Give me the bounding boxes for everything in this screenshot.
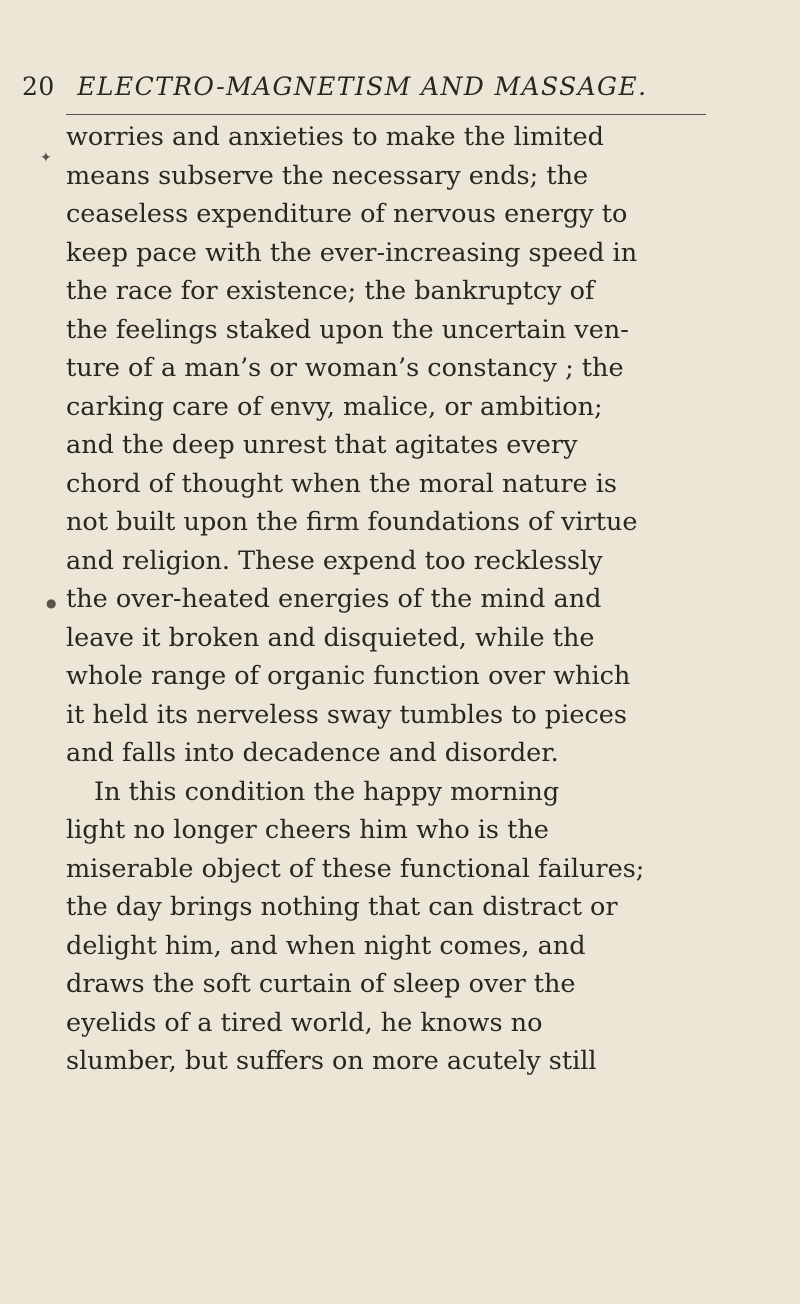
paragraph-start-line: In this condition the happy morning xyxy=(94,776,560,807)
text-line: means subserve the necessary ends; the xyxy=(66,160,589,191)
text-line: the feelings staked upon the uncertain ven- xyxy=(66,314,629,345)
text-line: carking care of envy, malice, or ambition; xyxy=(66,391,603,422)
text-line: leave it broken and disquieted, while the xyxy=(66,622,595,653)
text-line: and religion. These expend too recklessly xyxy=(66,545,603,576)
text-line: ceaseless expenditure of nervous energy to xyxy=(66,199,628,229)
text-line: keep pace with the ever-increasing speed in xyxy=(66,237,638,268)
header-rule xyxy=(66,114,706,115)
text-line: not built upon the firm foundations of virtue xyxy=(66,507,638,537)
margin-mark: ✦ xyxy=(40,150,52,166)
text-line: slumber, but suffers on more acutely still xyxy=(66,1046,597,1076)
running-head: ELECTRO-MAGNETISM AND MASSAGE. xyxy=(77,72,648,101)
text-line: and falls into decadence and disorder. xyxy=(66,738,559,768)
text-line: the day brings nothing that can distract or xyxy=(66,892,618,922)
text-line: light no longer cheers him who is the xyxy=(66,815,549,845)
text-line: miserable object of these functional failures; xyxy=(66,853,645,884)
text-line: worries and anxieties to make the limited xyxy=(66,122,604,152)
page-number: 20 xyxy=(22,72,55,101)
text-line: it held its nerveless sway tumbles to pieces xyxy=(66,699,627,730)
text-line: ture of a man’s or woman’s constancy ; the xyxy=(66,353,624,383)
text-line: delight him, and when night comes, and xyxy=(66,930,586,961)
text-line: the over-heated energies of the mind and xyxy=(66,584,602,614)
body-text xyxy=(66,118,666,1081)
text-line: draws the soft curtain of sleep over the xyxy=(66,969,576,999)
text-line: chord of thought when the moral nature is xyxy=(66,468,617,499)
text-line: the race for existence; the bankruptcy of xyxy=(66,276,595,306)
page-header xyxy=(22,72,722,101)
text-line: whole range of organic function over which xyxy=(66,661,631,691)
text-line: and the deep unrest that agitates every xyxy=(66,430,578,460)
margin-dot: ● xyxy=(46,596,57,610)
text-line: eyelids of a tired world, he knows no xyxy=(66,1007,543,1038)
